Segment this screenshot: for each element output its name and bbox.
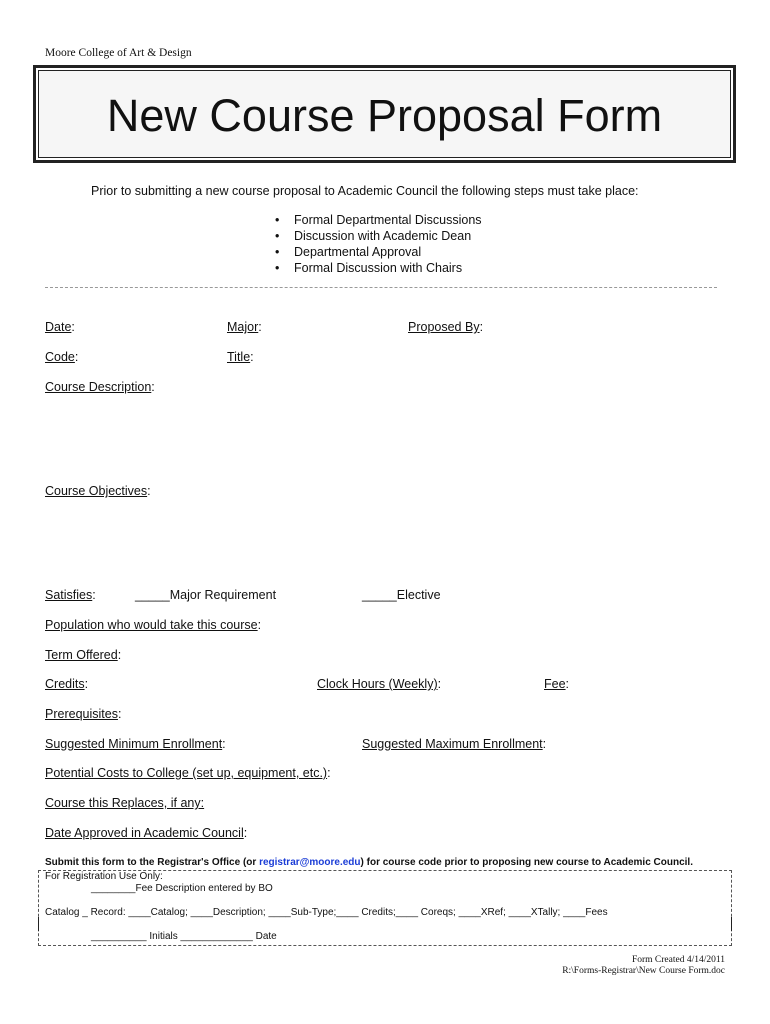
elective-option: _____Elective — [362, 588, 441, 602]
fee-description-line: ________Fee Description entered by BO — [91, 883, 273, 894]
code-label: Code — [45, 350, 75, 364]
initials-date-line: __________ Initials _____________ Date — [91, 931, 277, 942]
step-item: • Formal Departmental Discussions — [275, 212, 482, 228]
major-field: Major: — [227, 320, 262, 334]
min-enrollment-label: Suggested Minimum Enrollment — [45, 737, 223, 751]
proposed-by-field: Proposed By: — [408, 320, 484, 334]
course-replaces-label: Course this Replaces, if any: — [45, 796, 205, 810]
major-requirement-option: _____Major Requirement — [135, 588, 277, 602]
fee-field: Fee: — [544, 677, 570, 691]
title-label: Title — [227, 350, 251, 364]
institution-name: Moore College of Art & Design — [45, 47, 192, 59]
registrar-email-link[interactable]: registrar@moore.edu — [259, 857, 361, 868]
title-field: Title: — [227, 350, 254, 364]
max-enrollment-field: Suggested Maximum Enrollment: — [362, 737, 547, 751]
registration-heading: For Registration Use Only: — [45, 871, 163, 882]
file-path: R:\Forms-Registrar\New Course Form.doc — [562, 966, 725, 976]
title-box — [33, 65, 736, 163]
date-label: Date — [45, 320, 72, 334]
step-item: • Discussion with Academic Dean — [275, 228, 482, 244]
step-item: • Departmental Approval — [275, 244, 482, 260]
submit-instructions — [45, 857, 693, 868]
term-offered-label: Term Offered — [45, 648, 118, 662]
max-enrollment-label: Suggested Maximum Enrollment — [362, 737, 543, 751]
submit-text-after: ) for course code prior to proposing new course to Academic Council. — [360, 857, 693, 868]
course-description-field: Course Description: — [45, 380, 155, 394]
population-label: Population who would take this course — [45, 618, 258, 632]
population-field: Population who would take this course: — [45, 618, 262, 632]
catalog-line: Catalog _ Record: ____Catalog; ____Description; ____Sub-Type;____ Credits;____ Coreqs; ____XRef; ____XTally; ____Fees — [45, 907, 608, 918]
right-edge-mark — [731, 917, 732, 931]
course-replaces-field — [45, 796, 204, 810]
course-objectives-label: Course Objectives — [45, 484, 148, 498]
left-edge-mark — [38, 917, 39, 931]
intro-text: Prior to submitting a new course proposal to Academic Council the following steps must take place: — [91, 184, 639, 198]
divider — [45, 287, 717, 288]
prerequisites-label: Prerequisites — [45, 707, 118, 721]
credits-label: Credits — [45, 677, 85, 691]
code-field: Code: — [45, 350, 79, 364]
course-objectives-field: Course Objectives: — [45, 484, 151, 498]
min-enrollment-field: Suggested Minimum Enrollment: — [45, 737, 226, 751]
prerequisites-field: Prerequisites: — [45, 707, 122, 721]
step-item: • Formal Discussion with Chairs — [275, 260, 482, 276]
proposed-by-label: Proposed By — [408, 320, 480, 334]
form-title: New Course Proposal Form — [106, 90, 663, 141]
clock-hours-field: Clock Hours (Weekly): — [317, 677, 442, 691]
date-approved-field: Date Approved in Academic Council: — [45, 826, 248, 840]
date-approved-label: Date Approved in Academic Council — [45, 826, 244, 840]
satisfies-field: Satisfies: — [45, 588, 96, 602]
potential-costs-field: Potential Costs to College (set up, equipment, etc.): — [45, 766, 331, 780]
credits-field: Credits: — [45, 677, 89, 691]
date-field: Date: — [45, 320, 75, 334]
term-offered-field: Term Offered: — [45, 648, 122, 662]
steps-list — [275, 212, 482, 276]
clock-hours-label: Clock Hours (Weekly) — [317, 677, 438, 691]
submit-text-before: Submit this form to the Registrar's Office (or — [45, 857, 260, 868]
fee-label: Fee — [544, 677, 566, 691]
satisfies-label: Satisfies — [45, 588, 93, 602]
form-created-date: Form Created 4/14/2011 — [631, 955, 725, 965]
potential-costs-label: Potential Costs to College (set up, equipment, etc.) — [45, 766, 328, 780]
major-label: Major — [227, 320, 259, 334]
course-description-label: Course Description — [45, 380, 152, 394]
